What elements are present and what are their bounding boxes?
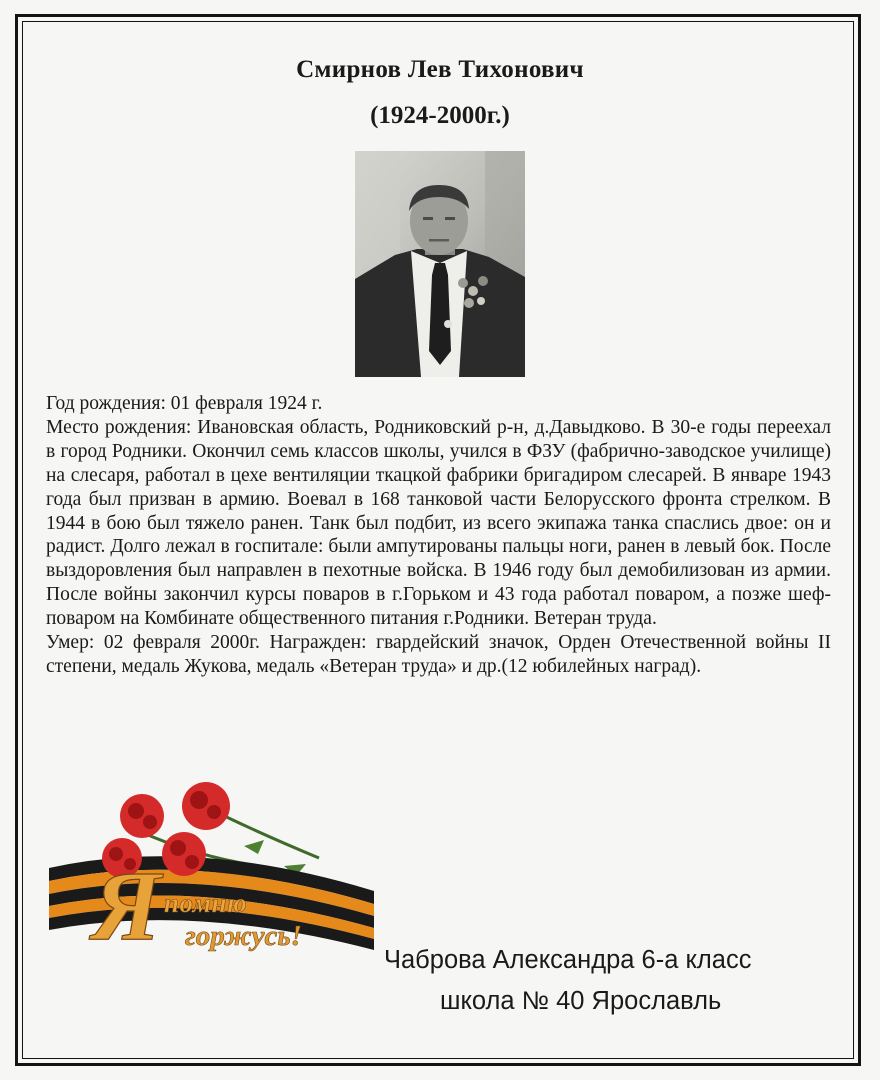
life-years: (1924-2000г.) — [370, 102, 510, 129]
emblem-line-1: помню — [164, 888, 248, 918]
author-school: школа № 40 Ярославль — [440, 987, 722, 1015]
emblem-line-2: горжусь! — [185, 920, 302, 952]
emblem-letter: Я — [92, 850, 161, 961]
death-and-awards: Умер: 02 февраля 2000г. Награжден: гвардейский значок, Орден Отечественной войны II степени, медаль Жукова, медаль «Ветеран труда» и др.(12 юбилейных наград). — [46, 632, 831, 677]
portrait-illustration — [355, 151, 525, 377]
birth-date: Год рождения: 01 февраля 1924 г. — [46, 393, 323, 414]
author-name: Чаброва Александра 6-а класс — [384, 946, 752, 974]
person-name: Смирнов Лев Тихонович — [296, 56, 584, 83]
portrait-photo — [355, 151, 525, 377]
biography-text — [46, 392, 831, 679]
biography-paragraph: Место рождения: Ивановская область, Родниковский р-н, д.Давыдково. В 30-е годы переехал в город Родники. Окончил семь классов школы, учился в ФЗУ (фабрично-заводское училище) на слесаря, работал в цехе вентиляции ткацкой фабрики бригадиром слесарей. В январе 1943 года был призван в армию. Воевал в 168 танковой части Белорусского фронта стрелком. В 1944 в бою был тяжело ранен. Танк был подбит, из всего экипажа танка спаслись двое: он и радист. Долго лежал в госпитале: были ампутированы пальцы ноги, ранен в левый бок. После выздоровления был направлен в пехотные войска. В 1946 году был демобилизован из армии. После войны закончил курсы поваров в г.Горьком и 43 года работал поваром, а позже шеф-поваром на Комбинате общественного питания г.Родники. Ветеран труда. — [46, 416, 831, 630]
